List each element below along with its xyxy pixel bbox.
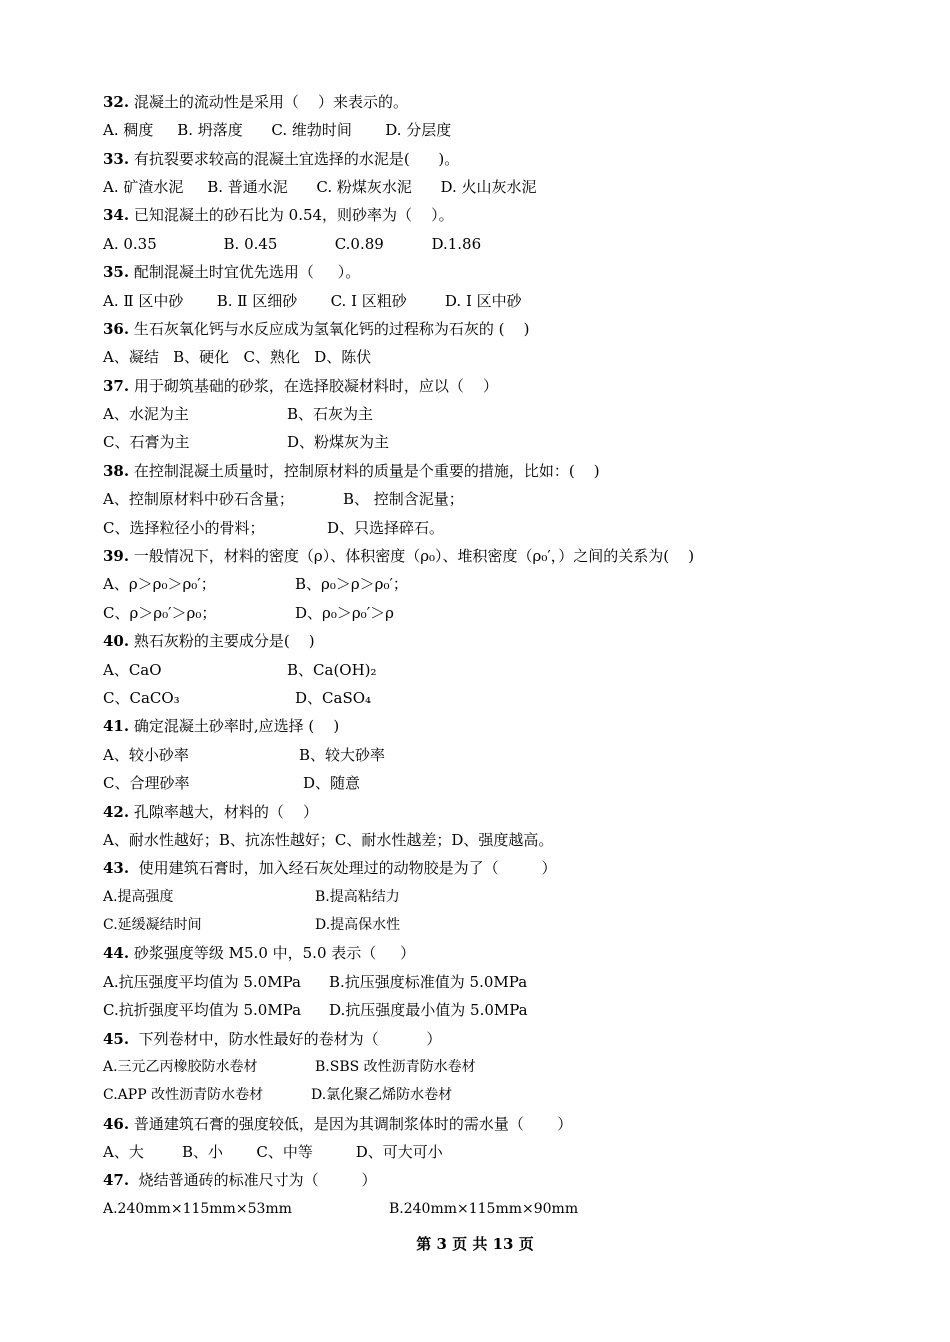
- option-b: B.240mm×115mm×90mm: [389, 1201, 579, 1217]
- options-38-row2: [103, 514, 445, 542]
- question-text: 砂浆强度等级 M5.0 中，5.0 表示（ ）: [129, 944, 416, 962]
- options-33: [103, 173, 537, 201]
- question-number: 44.: [103, 944, 130, 962]
- question-number: 41.: [103, 717, 130, 735]
- option-line: A、大 B、小 C、中等 D、可大可小: [103, 1143, 443, 1161]
- options-43-row1: [103, 883, 400, 911]
- option-b: B、ρ₀＞ρ＞ρ₀′；: [295, 575, 408, 593]
- options-44-row1: [103, 968, 528, 996]
- options-39-row2: [103, 599, 394, 627]
- question-38: [103, 457, 600, 485]
- options-38-row1: [103, 485, 464, 513]
- option-b: B.SBS 改性沥青防水卷材: [315, 1059, 476, 1075]
- question-35: [103, 258, 360, 286]
- options-41-row2: [103, 769, 361, 797]
- question-text: 用于砌筑基础的砂浆，在选择胶凝材料时，应以（ ）: [129, 377, 498, 395]
- option-c: C、选择粒径小的骨料；: [103, 519, 265, 537]
- question-43: [103, 854, 557, 882]
- question-40: [103, 627, 315, 655]
- question-41: [103, 712, 339, 740]
- option-d: D、只选择碎石。: [327, 519, 445, 537]
- question-text: 配制混凝土时宜优先选用（ ）。: [129, 263, 361, 281]
- option-c: C.APP 改性沥青防水卷材: [103, 1087, 264, 1103]
- question-number: 39.: [103, 547, 130, 565]
- option-c: C.抗折强度平均值为 5.0MPa: [103, 1001, 302, 1019]
- option-line: A. Ⅱ 区中砂 B. Ⅱ 区细砂 C. Ⅰ 区粗砂 D. Ⅰ 区中砂: [103, 292, 522, 310]
- option-line: A、耐水性越好；B、抗冻性越好；C、耐水性越差；D、强度越高。: [103, 831, 554, 849]
- question-32: [103, 88, 408, 116]
- question-number: 47.: [103, 1171, 130, 1189]
- option-c: C、合理砂率: [103, 774, 190, 792]
- question-text: 确定混凝土砂率时,应选择 ( ): [129, 717, 340, 735]
- option-b: B、较大砂率: [299, 746, 386, 764]
- question-34: [103, 201, 454, 229]
- option-line: A. 0.35 B. 0.45 C.0.89 D.1.86: [103, 235, 482, 253]
- option-a: A.240mm×115mm×53mm: [103, 1201, 292, 1217]
- options-34: [103, 230, 481, 258]
- question-text: 混凝土的流动性是采用（ ）来表示的。: [129, 93, 408, 111]
- question-number: 35.: [103, 263, 130, 281]
- question-number: 46.: [103, 1115, 130, 1133]
- option-c: C、CaCO₃: [103, 689, 180, 707]
- question-number: 36.: [103, 320, 130, 338]
- question-39: [103, 542, 694, 570]
- option-a: A、水泥为主: [103, 405, 189, 423]
- question-number: 32.: [103, 93, 130, 111]
- question-37: [103, 372, 498, 400]
- options-36: [103, 343, 371, 371]
- option-a: A.抗压强度平均值为 5.0MPa: [103, 973, 301, 991]
- options-44-row2: [103, 996, 528, 1024]
- option-d: D.提高保水性: [315, 917, 401, 933]
- question-text: 在控制混凝土质量时，控制原材料的质量是个重要的措施，比如：( ): [129, 462, 600, 480]
- option-line: A. 稠度 B. 坍落度 C. 维勃时间 D. 分层度: [103, 121, 452, 139]
- option-b: B、 控制含泥量；: [343, 490, 464, 508]
- option-c: C、石膏为主: [103, 433, 190, 451]
- options-39-row1: [103, 570, 408, 598]
- option-line: A. 矿渣水泥 B. 普通水泥 C. 粉煤灰水泥 D. 火山灰水泥: [103, 178, 537, 196]
- question-45: [103, 1025, 441, 1053]
- question-text: 已知混凝土的砂石比为 0.54，则砂率为（ ）。: [129, 206, 454, 224]
- question-text: 一般情况下，材料的密度（ρ）、体积密度（ρ₀）、堆积密度（ρ₀′，）之间的关系为( ): [129, 547, 695, 565]
- option-c: C、ρ＞ρ₀′＞ρ₀；: [103, 604, 217, 622]
- options-46: [103, 1138, 443, 1166]
- options-47-row1: [103, 1195, 579, 1223]
- option-a: A、ρ＞ρ₀＞ρ₀′；: [103, 575, 216, 593]
- option-b: B、Ca(OH)₂: [287, 661, 377, 679]
- question-number: 45.: [103, 1030, 130, 1048]
- options-43-row2: [103, 911, 401, 939]
- option-d: D、粉煤灰为主: [287, 433, 390, 451]
- question-text: 下列卷材中，防水性最好的卷材为（ ）: [129, 1030, 442, 1048]
- option-b: B.抗压强度标准值为 5.0MPa: [329, 973, 528, 991]
- option-d: D、ρ₀＞ρ₀′＞ρ: [295, 604, 394, 622]
- options-40-row2: [103, 684, 372, 712]
- option-b: B.提高粘结力: [315, 889, 400, 905]
- question-46: [103, 1110, 572, 1138]
- question-text: 生石灰氧化钙与水反应成为氢氧化钙的过程称为石灰的 ( ): [129, 320, 530, 338]
- options-37-row2: [103, 428, 390, 456]
- options-41-row1: [103, 741, 386, 769]
- question-text: 孔隙率越大，材料的（ ）: [129, 803, 318, 821]
- option-a: A.三元乙丙橡胶防水卷材: [103, 1059, 258, 1075]
- question-number: 42.: [103, 803, 130, 821]
- page-footer: 第 3 页 共 13 页: [416, 1235, 534, 1253]
- question-36: [103, 315, 529, 343]
- option-d: D、CaSO₄: [295, 689, 372, 707]
- question-text: 有抗裂要求较高的混凝土宜选择的水泥是( )。: [129, 150, 460, 168]
- options-45-row2: [103, 1081, 453, 1109]
- question-number: 33.: [103, 150, 130, 168]
- options-45-row1: [103, 1053, 476, 1081]
- question-number: 37.: [103, 377, 130, 395]
- option-c: C.延缓凝结时间: [103, 917, 202, 933]
- option-d: D、随意: [303, 774, 361, 792]
- option-a: A.提高强度: [103, 889, 174, 905]
- options-35: [103, 287, 522, 315]
- option-a: A、较小砂率: [103, 746, 189, 764]
- options-40-row1: [103, 656, 377, 684]
- options-32: [103, 116, 451, 144]
- option-a: A、CaO: [103, 661, 162, 679]
- option-d: D.氯化聚乙烯防水卷材: [311, 1087, 453, 1103]
- question-text: 烧结普通砖的标准尺寸为（ ）: [129, 1171, 377, 1189]
- question-number: 38.: [103, 462, 130, 480]
- question-text: 使用建筑石膏时，加入经石灰处理过的动物胶是为了（ ）: [129, 859, 557, 877]
- options-37-row1: [103, 400, 374, 428]
- question-number: 34.: [103, 206, 130, 224]
- question-number: 40.: [103, 632, 130, 650]
- question-text: 普通建筑石膏的强度较低，是因为其调制浆体时的需水量（ ）: [129, 1115, 573, 1133]
- question-47: [103, 1166, 377, 1194]
- option-a: A、控制原材料中砂石含量；: [103, 490, 294, 508]
- question-44: [103, 939, 415, 967]
- question-number: 43.: [103, 859, 130, 877]
- question-text: 熟石灰粉的主要成分是( ): [129, 632, 315, 650]
- options-42: [103, 826, 553, 854]
- question-33: [103, 145, 459, 173]
- option-d: D.抗压强度最小值为 5.0MPa: [329, 1001, 528, 1019]
- question-42: [103, 798, 318, 826]
- option-b: B、石灰为主: [287, 405, 374, 423]
- option-line: A、凝结 B、硬化 C、熟化 D、陈伏: [103, 348, 372, 366]
